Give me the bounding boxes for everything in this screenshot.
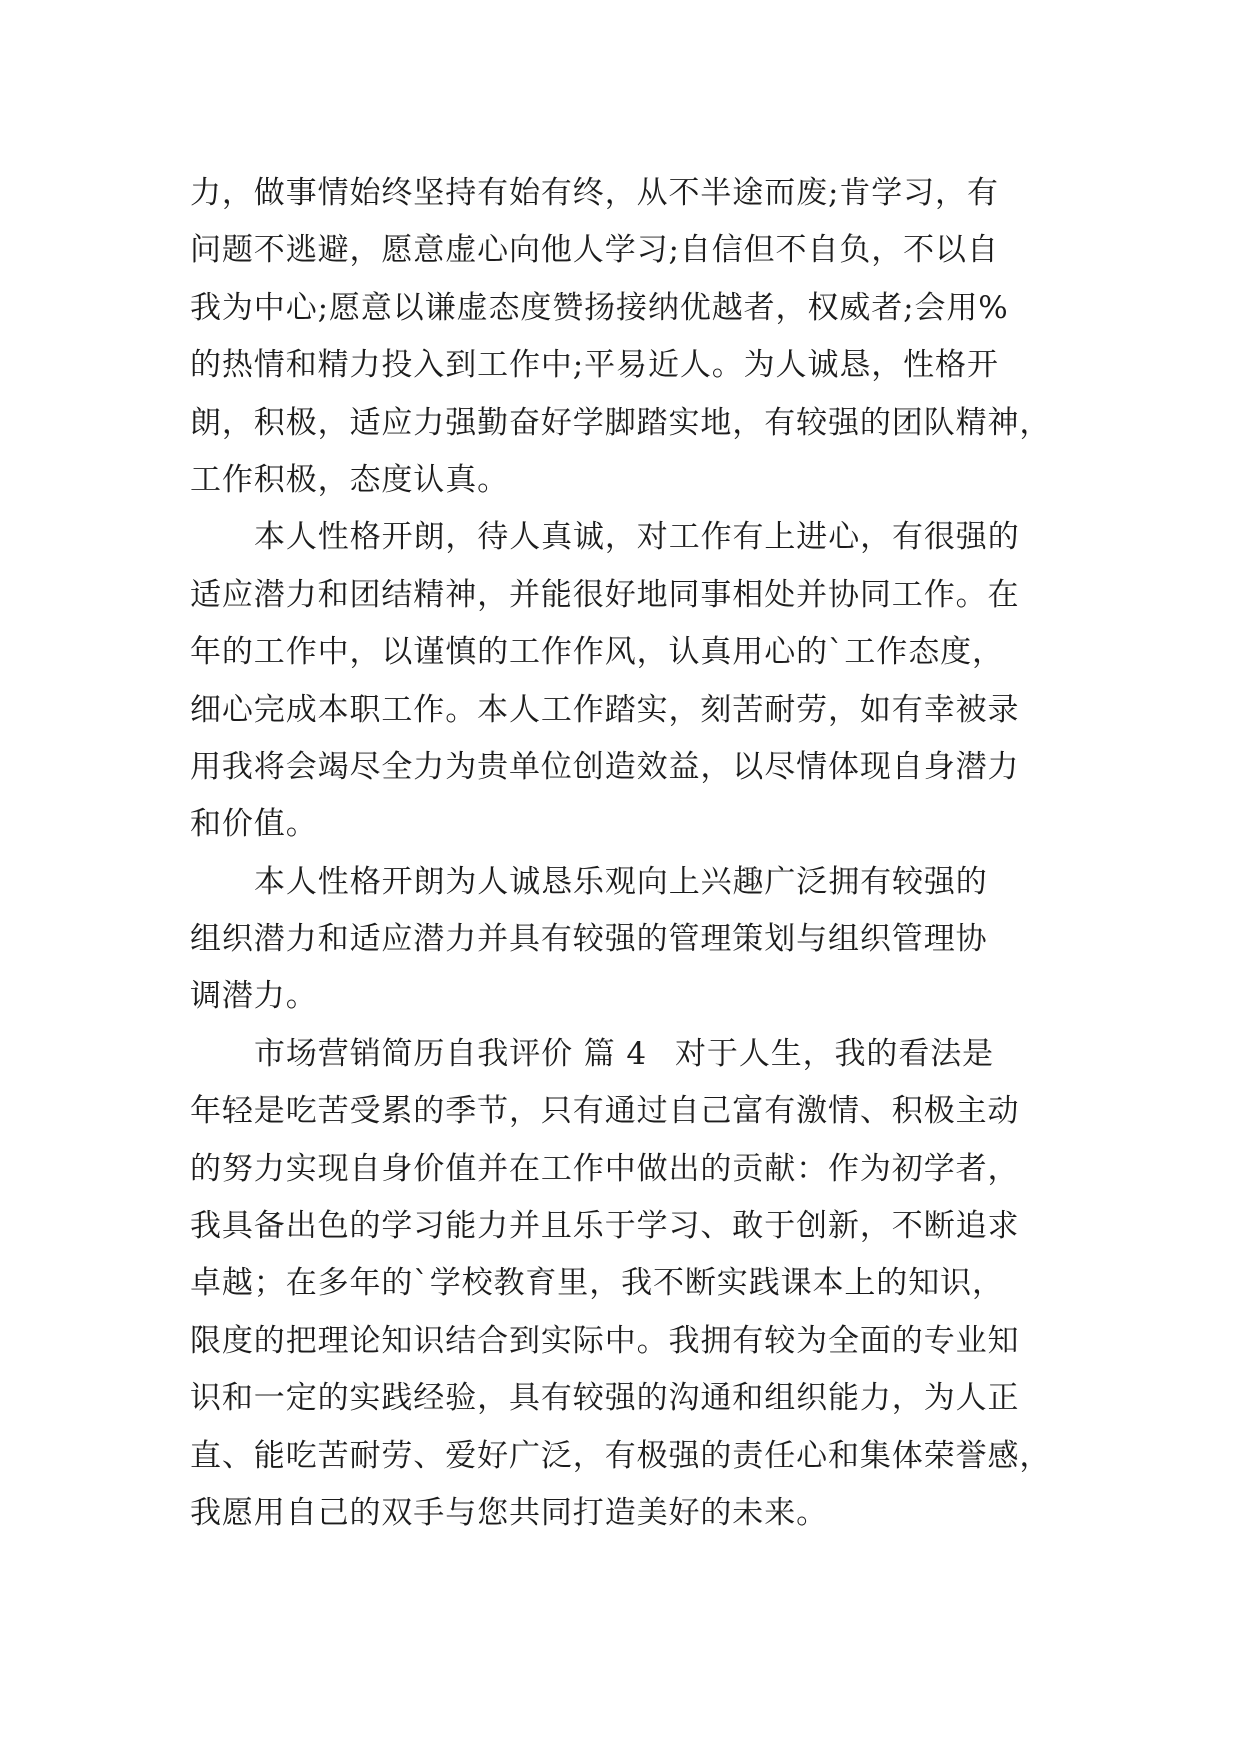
text-line: 问题不逃避，愿意虚心向他人学习;自信但不自负，不以自 <box>190 232 999 269</box>
text-line: 我具备出色的学习能力并且乐于学习、敢于创新，不断追求 <box>190 1208 1020 1245</box>
text-line: 我愿用自己的双手与您共同打造美好的未来。 <box>190 1494 828 1531</box>
text-line: 本人性格开朗为人诚恳乐观向上兴趣广泛拥有较强的 <box>254 863 988 900</box>
paragraph-continued <box>190 165 1070 509</box>
paragraph-with-heading <box>190 1026 1070 1543</box>
document-body <box>190 165 1070 1542</box>
text-line: 识和一定的实践经验，具有较强的沟通和组织能力，为人正 <box>190 1380 1020 1417</box>
text-line: 年轻是吃苦受累的季节，只有通过自己富有激情、积极主动 <box>190 1093 1020 1130</box>
text-line: 我为中心;愿意以谦虚态度赞扬接纳优越者，权威者;会用% <box>190 289 1009 326</box>
text-line: 的努力实现自身价值并在工作中做出的贡献：作为初学者， <box>190 1150 1020 1187</box>
text-line: 力，做事情始终坚持有始有终，从不半途而废;肯学习，有 <box>190 175 999 211</box>
heading-line <box>190 1026 1070 1083</box>
text-line: 用我将会竭尽全力为贵单位创造效益，以尽情体现自身潜力 <box>190 748 1020 785</box>
text-line: 的热情和精力投入到工作中;平易近人。为人诚恳，性格开 <box>190 347 999 384</box>
text-line: 调潜力。 <box>190 978 318 1015</box>
text-line: 和价值。 <box>190 806 318 843</box>
section-heading: 市场营销简历自我评价 篇 4 <box>254 1035 648 1072</box>
text-line: 本人性格开朗，待人真诚，对工作有上进心，有很强的 <box>254 519 1020 556</box>
text-line: 组织潜力和适应潜力并具有较强的管理策划与组织管理协 <box>190 921 988 958</box>
paragraph <box>190 854 1070 1026</box>
text-line: 年的工作中，以谨慎的工作作风，认真用心的`工作态度， <box>190 634 1004 671</box>
text-line: 细心完成本职工作。本人工作踏实，刻苦耐劳，如有幸被录 <box>190 691 1020 728</box>
text-line: 卓越；在多年的`学校教育里，我不断实践课本上的知识， <box>190 1265 1004 1302</box>
text-line: 朗，积极，适应力强勤奋好学脚踏实地，有较强的团队精神， <box>190 404 1052 441</box>
text-run: 对于人生，我的看法是 <box>675 1035 995 1072</box>
text-line: 工作积极，态度认真。 <box>190 461 509 498</box>
text-line: 直、能吃苦耐劳、爱好广泛，有极强的责任心和集体荣誉感， <box>190 1437 1052 1474</box>
text-line: 适应潜力和团结精神，并能很好地同事相处并协同工作。在 <box>190 576 1020 613</box>
text-line: 限度的把理论知识结合到实际中。我拥有较为全面的专业知 <box>190 1322 1020 1359</box>
paragraph <box>190 509 1070 853</box>
